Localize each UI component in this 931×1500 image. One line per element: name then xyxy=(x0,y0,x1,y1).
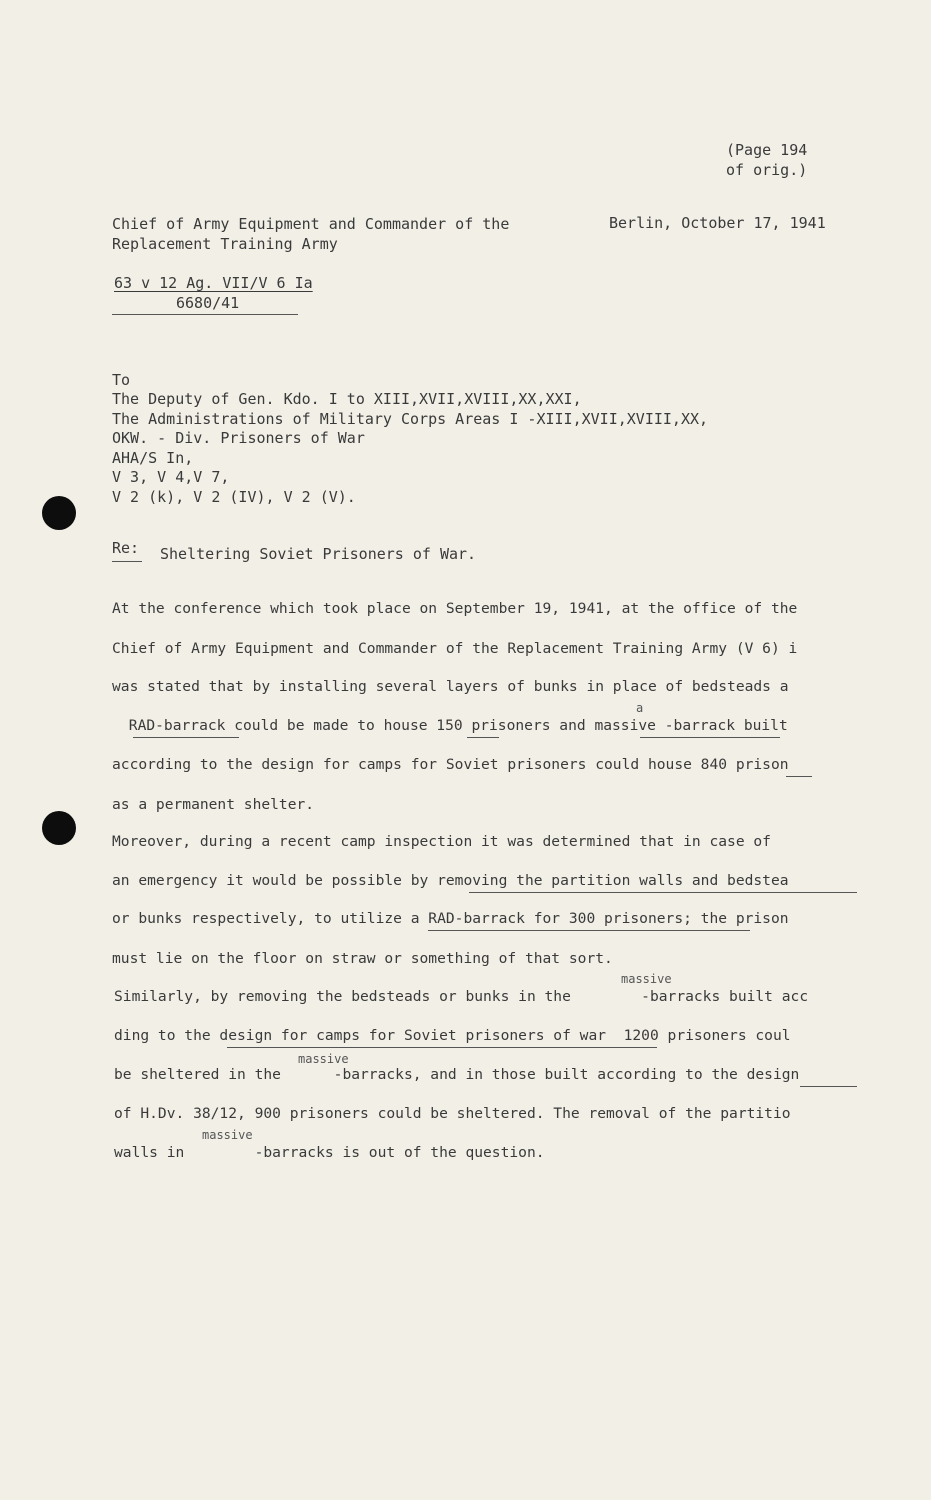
re-label-underline xyxy=(112,561,142,562)
recipient-line: V 3, V 4,V 7, xyxy=(112,468,230,486)
design-underline xyxy=(800,1086,857,1087)
sender-line1: Chief of Army Equipment and Commander of the xyxy=(112,215,510,233)
body-line: RAD-barrack could be made to house 150 prisoners and massive -barrack built xyxy=(120,717,788,734)
rad-barrack-underline xyxy=(133,737,239,738)
rad-300-underline xyxy=(428,930,750,931)
body-line: as a permanent shelter. xyxy=(112,796,315,813)
file-reference-line2: 6680/41 xyxy=(176,294,240,312)
interlinear-massive: massive xyxy=(202,1128,253,1142)
interlinear-a: a xyxy=(636,701,644,715)
letter-date: Berlin, October 17, 1941 xyxy=(609,214,826,232)
interlinear-massive: massive xyxy=(298,1052,349,1066)
page-reference-line2: of orig.) xyxy=(726,161,808,179)
body-line: was stated that by installing several layers of bunks in place of bedsteads a xyxy=(112,678,789,695)
recipient-line: To xyxy=(112,371,131,389)
body-line: Chief of Army Equipment and Commander of the Replacement Training Army (V 6) i xyxy=(112,640,798,657)
recipient-line: The Administrations of Military Corps Areas I -XIII,XVII,XVIII,XX, xyxy=(112,410,709,428)
file-reference-rule xyxy=(112,314,298,315)
150-underline xyxy=(467,737,499,738)
body-line: must lie on the floor on straw or something of that sort. xyxy=(112,950,613,967)
punch-hole-bottom xyxy=(42,811,76,845)
file-reference-line1: 63 v 12 Ag. VII/V 6 Ia xyxy=(114,274,313,292)
body-line: walls in -barracks is out of the question. xyxy=(114,1144,545,1161)
page-reference-line1: (Page 194 xyxy=(726,141,808,159)
body-line: according to the design for camps for Soviet prisoners could house 840 prison xyxy=(112,756,789,773)
840-underline xyxy=(786,776,812,777)
punch-hole-top xyxy=(42,496,76,530)
re-subject: Sheltering Soviet Prisoners of War. xyxy=(160,545,477,563)
body-line: Similarly, by removing the bedsteads or bunks in the -barracks built acc xyxy=(114,988,809,1005)
recipient-line: The Deputy of Gen. Kdo. I to XIII,XVII,XVIII,XX,XXI, xyxy=(112,390,582,408)
body-line: At the conference which took place on September 19, 1941, at the office of the xyxy=(112,600,798,617)
sender-line2: Replacement Training Army xyxy=(112,235,338,253)
body-line: Moreover, during a recent camp inspection it was determined that in case of xyxy=(112,833,771,850)
body-line: be sheltered in the -barracks, and in those built according to the design xyxy=(114,1066,800,1083)
recipient-line: OKW. - Div. Prisoners of War xyxy=(112,429,365,447)
body-line: or bunks respectively, to utilize a RAD-barrack for 300 prisoners; the prison xyxy=(112,910,789,927)
re-label: Re: xyxy=(112,539,140,557)
recipient-line: AHA/S In, xyxy=(112,449,194,467)
design-soviet-underline xyxy=(227,1047,657,1048)
interlinear-massive: massive xyxy=(621,972,672,986)
body-line: ding to the design for camps for Soviet prisoners of war 1200 prisoners coul xyxy=(114,1027,791,1044)
body-line: of H.Dv. 38/12, 900 prisoners could be sheltered. The removal of the partitio xyxy=(114,1105,791,1122)
recipient-line: V 2 (k), V 2 (IV), V 2 (V). xyxy=(112,488,356,506)
removing-partition-underline xyxy=(469,892,857,893)
body-line: an emergency it would be possible by removing the partition walls and bedstea xyxy=(112,872,789,889)
massive-barrack-underline xyxy=(640,737,780,738)
